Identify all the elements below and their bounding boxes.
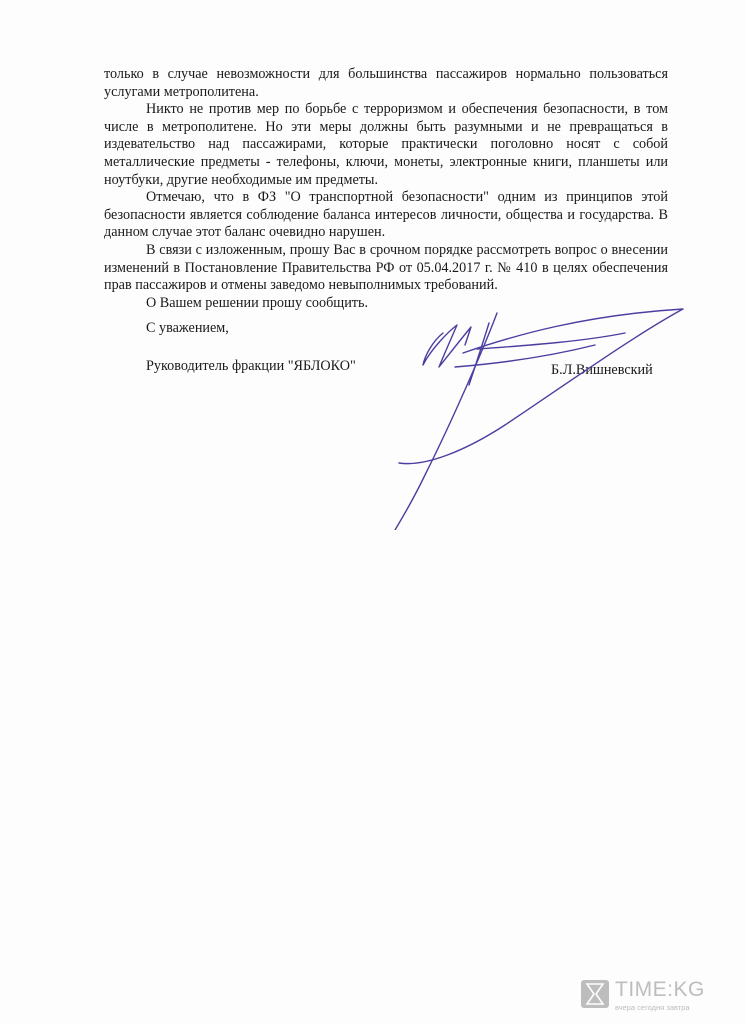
paragraph-closing-request: О Вашем решении прошу сообщить. — [146, 294, 369, 311]
greeting: С уважением, — [146, 320, 229, 336]
paragraph-federal-law: Отмечаю, что в ФЗ "О транспортной безопасности" одним из принципов этой безопасности является соблюдение баланса интересов личности, общества и государства. В данном случае этот баланс очевидно нарушен. — [104, 189, 668, 241]
watermark-title: TIME:KG — [615, 978, 705, 1001]
letter-body — [104, 66, 668, 312]
signer-name: Б.Л.Вишневский — [551, 362, 653, 378]
hourglass-icon — [581, 980, 609, 1008]
watermark-tagline: вчера сегодня завтра — [615, 1003, 690, 1012]
signer-position: Руководитель фракции "ЯБЛОКО" — [146, 358, 356, 374]
handwritten-signature — [385, 305, 690, 530]
paragraph-continuation: только в случае невозможности для большинства пассажиров нормально пользоваться услугами метрополитена. — [104, 66, 668, 100]
watermark — [581, 978, 731, 1016]
paragraph-request: В связи с изложенным, прошу Вас в срочном порядке рассмотреть вопрос о внесении изменений в Постановление Правительства РФ от 05.04.2017 г. № 410 в целях обеспечения прав пассажиров и отмены заведомо невыполнимых требований. — [104, 241, 668, 294]
paragraph-security-measures: Никто не против мер по борьбе с терроризмом и обеспечения безопасности, в том числе в метрополитене. Но эти меры должны быть разумными и не превращаться в издевательство над пассажирами, которые практически поголовно носят с собой металлические предметы - телефоны, ключи, монеты, электронные книги, планшеты или ноутбуки, другие необходимые им предметы. — [104, 101, 668, 188]
